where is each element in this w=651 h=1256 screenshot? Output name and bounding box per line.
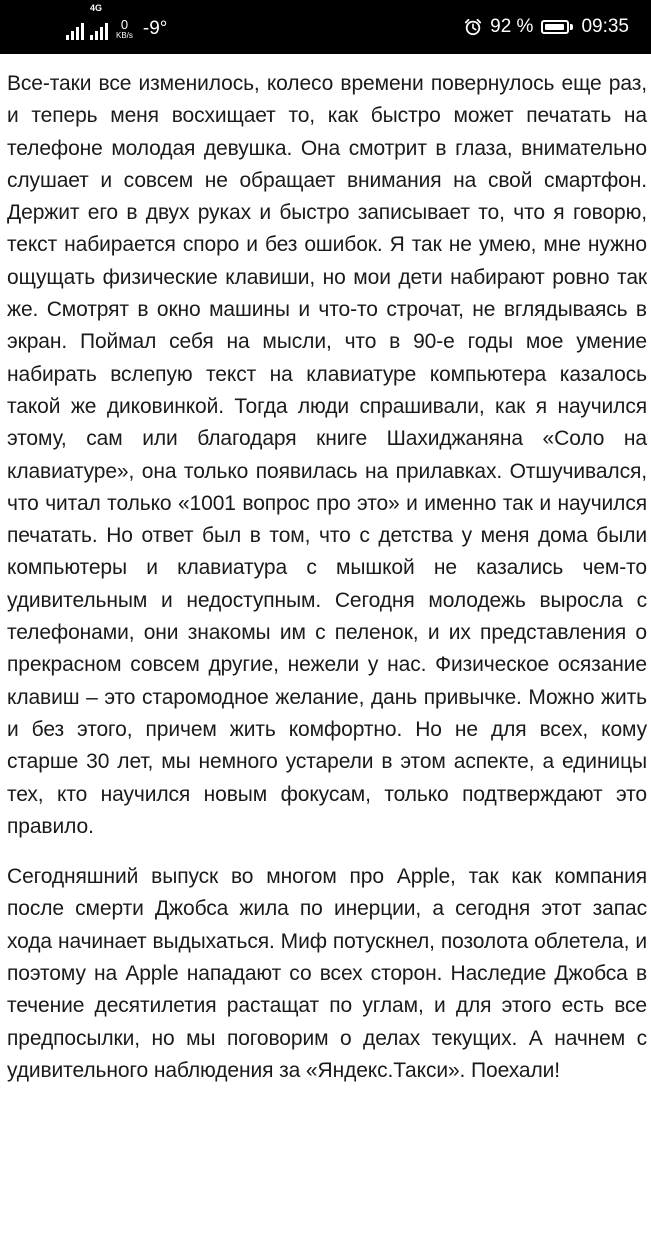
status-right-group — [464, 14, 629, 40]
article-paragraph-1: Все-таки все изменилось, колесо времени повернулось еще раз, и теперь меня восхищает то, как быстро может печатать на телефоне молодая девушка. Она смотрит в глаза, внимательно слушает и совсем не обращает внимания на свой смартфон. Держит его в двух руках и быстро записывает то, что я говорю, текст набирается споро и без ошибок. Я так не умею, мне нужно ощущать физические клавиши, но мои дети набирают ровно так же. Смотрят в окно машины и что-то строчат, не вглядываясь в экран. Поймал себя на мысли, что в 90-е годы мое умение набирать вслепую текст на клавиатуре компьютера казалось такой же диковинкой. Тогда люди спрашивали, как я научился этому, сам или благодаря книге Шахиджаняна «Соло на клавиатуре», она только появилась на прилавках. Отшучивался, что читал только «1001 вопрос про это» и именно так и научился печатать. Но ответ был в том, что с детства у меня дома были компьютеры и клавиатура с мышкой не казались чем-то удивительным и недоступным. Сегодня молодежь выросла с телефонами, они знакомы им с пеленок, и их представления о прекрасном совсем другие, нежели у нас. Физическое осязание клавиш – это старомодное желание, дань привычке. Можно жить и без этого, причем жить комфортно. Но не для всех, кому старше 30 лет, мы немного устарели в этом аспекте, а единицы тех, кто научился новым фокусам, только подтверждают это правило. — [7, 72, 647, 838]
network-speed-unit: KB/s — [116, 31, 133, 40]
signal-strength-icon — [66, 20, 84, 40]
battery-percent: 92 % — [490, 16, 534, 37]
status-bar — [0, 0, 651, 54]
article-paragraph-2: Сегодняшний выпуск во многом про Apple, так как компания после смерти Джобса жила по инерции, а сегодня этот запас хода начинает выдыхаться. Миф потускнел, позолота облетела, и поэтому на Apple нападают со всех сторон. Наследие Джобса в течение десятилетия растащат по углам, и для этого есть все предпосылки, но мы поговорим о делах текущих. А начнем с удивительного наблюдения за «Яндекс.Такси». Поехали! — [7, 865, 647, 1082]
clock-time: 09:35 — [581, 16, 629, 37]
network-type-label: 4G — [90, 3, 103, 13]
battery-icon — [541, 20, 573, 34]
article-body — [7, 68, 647, 1087]
alarm-clock-icon — [464, 18, 482, 36]
network-speed-value: 0 — [120, 17, 129, 32]
network-speed — [116, 19, 133, 40]
battery-level-fill — [545, 24, 563, 30]
temperature: -9° — [142, 18, 168, 39]
mobile-data-signal-icon — [90, 3, 108, 40]
status-left-group — [66, 3, 168, 40]
